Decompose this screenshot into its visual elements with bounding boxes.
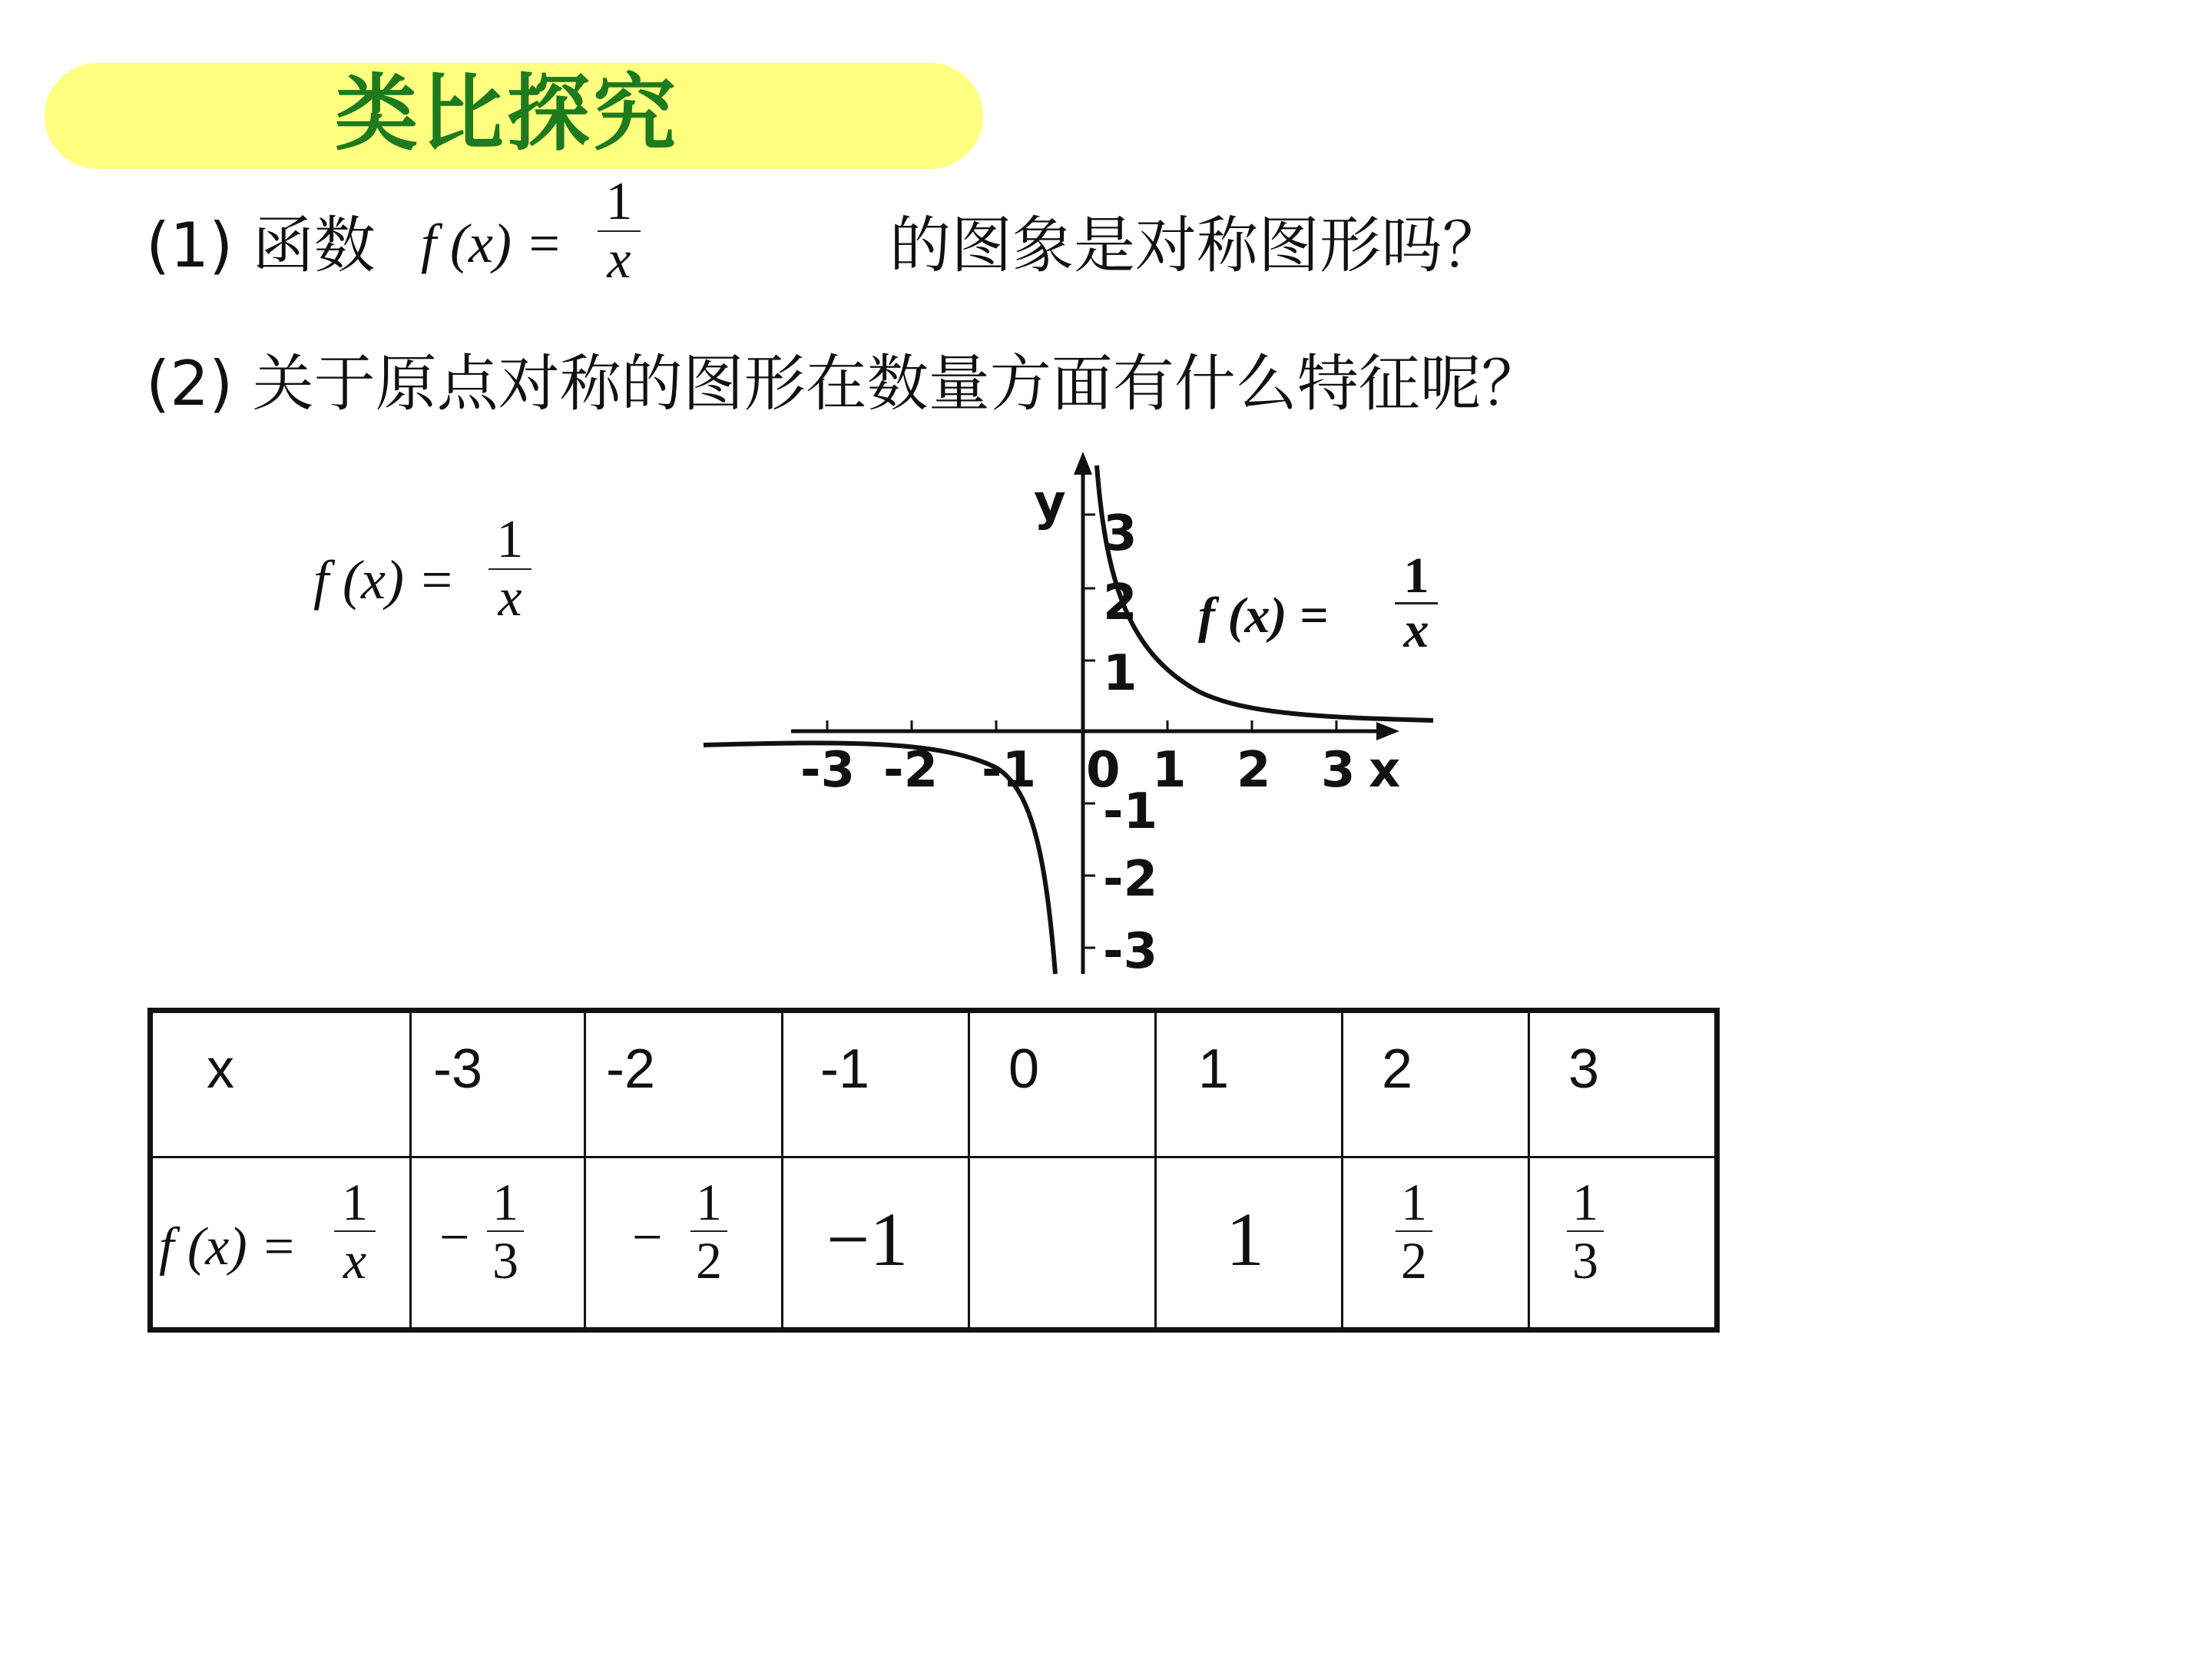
table-cell: [1529, 1011, 1717, 1157]
fx-fraction: [1396, 1174, 1432, 1289]
fraction-numerator: 1: [342, 1173, 368, 1231]
x-tick-label: 1: [1152, 742, 1187, 799]
fraction-numerator: 1: [496, 510, 524, 569]
banner-title: 类比探究: [335, 66, 680, 162]
fraction-denominator: 3: [1572, 1231, 1598, 1290]
x-value: 0: [1008, 1038, 1040, 1100]
fraction-denominator: 2: [696, 1231, 722, 1290]
x-tick-label: 3: [1321, 742, 1356, 799]
table-cell: [585, 1011, 783, 1157]
fraction-numerator: 1: [696, 1173, 722, 1231]
side-formula-lhs: f (x) =: [313, 549, 455, 611]
fraction-denominator: 2: [1401, 1231, 1427, 1290]
table-cell: [969, 1011, 1156, 1157]
y-tick-label: 2: [1103, 575, 1137, 631]
x-value: -3: [433, 1038, 483, 1100]
table-header-label: x: [207, 1038, 234, 1100]
x-axis-arrow: [1376, 722, 1399, 740]
table-row-fx: [151, 1157, 1717, 1330]
question-1-formula-lhs: f (x) =: [421, 213, 563, 274]
table-cell: [585, 1157, 783, 1330]
fx-value: −1: [826, 1197, 909, 1282]
fx-fraction: [690, 1174, 727, 1289]
fraction-numerator: 1: [605, 172, 633, 231]
y-tick-label: -3: [1103, 923, 1158, 980]
x-value: 3: [1568, 1038, 1600, 1100]
y-axis-label: y: [1034, 475, 1066, 531]
fraction-numerator: 1: [1572, 1173, 1598, 1231]
table-cell: [1343, 1011, 1529, 1157]
y-tick-label: -2: [1103, 851, 1158, 908]
fx-sign: −: [632, 1208, 663, 1267]
question-1-prefix: (1) 函数: [146, 210, 376, 281]
fraction-numerator: 1: [1401, 1173, 1427, 1231]
table-cell: [1529, 1157, 1717, 1330]
curve-label-fraction: [1395, 550, 1438, 657]
fx-sign: −: [439, 1208, 470, 1267]
question-1-suffix: 的图象是对称图形吗？: [889, 210, 1504, 281]
table-cell: [411, 1157, 585, 1330]
fraction-denominator: x: [1403, 602, 1429, 658]
x-value: -2: [606, 1038, 656, 1100]
table-cell: [1156, 1011, 1343, 1157]
table-row-x: [151, 1011, 1717, 1157]
fraction-denominator: x: [498, 568, 522, 628]
y-tick-label: 1: [1103, 645, 1137, 702]
x-value: -1: [820, 1038, 870, 1100]
curve-label-lhs: f (x) =: [1198, 588, 1329, 644]
x-value: 2: [1382, 1038, 1413, 1100]
table-header-cell: [151, 1011, 411, 1157]
fx-fraction: [1567, 1174, 1604, 1289]
table-cell: [783, 1011, 969, 1157]
fx-fraction: [487, 1174, 524, 1289]
table-cell: [783, 1157, 969, 1330]
fraction-numerator: 1: [1403, 548, 1429, 604]
fraction-denominator: x: [607, 230, 631, 290]
question-2: (2) 关于原点对称的图形在数量方面有什么特征呢？: [146, 348, 1543, 419]
x-tick-label: -2: [883, 742, 939, 799]
y-axis-arrow: [1074, 452, 1092, 475]
table-cell: [1343, 1157, 1529, 1330]
x-tick-label: -3: [800, 742, 856, 799]
x-value: 1: [1198, 1038, 1230, 1100]
fraction-denominator: x: [343, 1231, 367, 1290]
y-tick-label: -1: [1103, 783, 1158, 840]
fx-label-fraction: [334, 1174, 376, 1289]
table-header-cell: [151, 1157, 411, 1330]
x-tick-label: 2: [1237, 742, 1271, 799]
fx-label-lhs: f (x) =: [159, 1217, 297, 1277]
x-axis-label: x: [1369, 742, 1401, 799]
table-cell: [411, 1011, 585, 1157]
y-tick-label: 3: [1103, 505, 1137, 562]
x-tick-label: -1: [982, 742, 1037, 799]
table-cell: [1156, 1157, 1343, 1330]
value-table: [147, 1008, 1720, 1333]
table-cell: [969, 1157, 1156, 1330]
fx-value: 1: [1226, 1197, 1264, 1282]
origin-label: 0: [1086, 742, 1121, 799]
fraction-numerator: 1: [492, 1173, 518, 1231]
fraction-denominator: 3: [492, 1231, 518, 1290]
